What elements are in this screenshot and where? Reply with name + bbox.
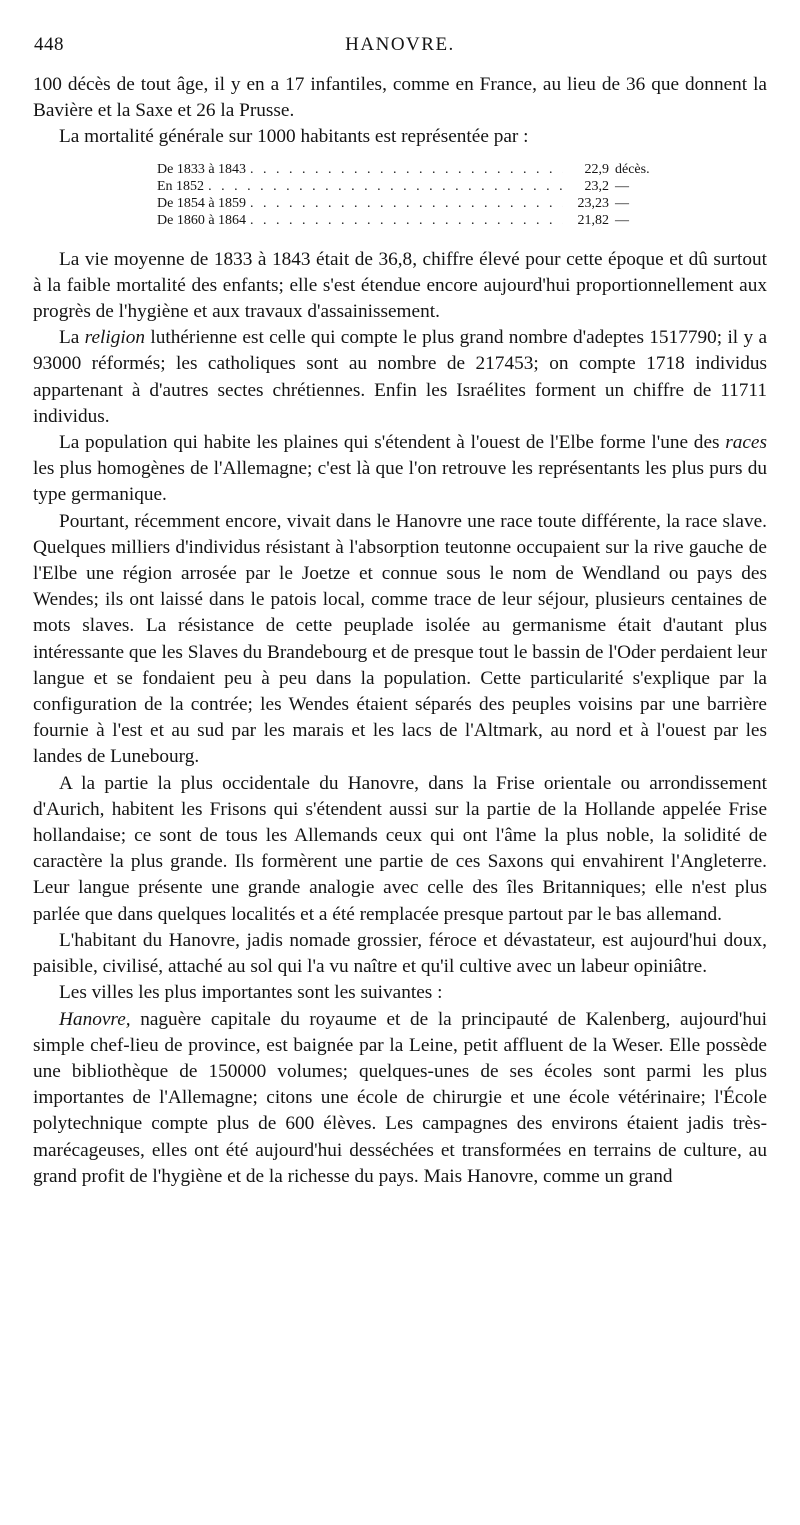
rate-unit: —	[615, 195, 629, 211]
period-label: De 1833 à 1843	[157, 161, 247, 177]
rate-unit: —	[615, 212, 629, 228]
period-label: En 1852	[157, 178, 205, 194]
rate-value: 23,23	[577, 195, 609, 211]
table-row	[157, 178, 677, 195]
paragraph-hanovre-city: Hanovre, naguère capitale du royaume et de la principauté de Kalenberg, aujourd'hui simple chef-lieu de province, est baignée par la Leine, petit affluent de la Weser. Elle possède une bibliothèque de 150000 volumes; quelques-unes de ses écoles sont parmi les plus importantes de l'Allemagne; citons une école de chirurgie et une école vétérinaire; l'École polytechnique compte plus de 600 élèves. Les campagnes des environs étaient jadis très-marécageuses, elles ont été aujourd'hui desséchées et transformées en terrains de culture, au grand profit de l'hygiène et de la richesse du pays. Mais Hanovre, comme un grand	[33, 1008, 767, 1187]
paragraph-life-expectancy: La vie moyenne de 1833 à 1843 était de 36,8, chiffre élevé pour cette époque et dû surtout à la faible mortalité des enfants; elle s'est étendue encore aujourd'hui proportionnellement aux progrès de l'hygiène et aux travaux d'assainissement.	[33, 248, 767, 323]
emphasis-hanovre: Hanovre,	[59, 1008, 131, 1030]
paragraph-frisians: A la partie la plus occidentale du Hanovre, dans la Frise orientale ou arrondissement d'Aurich, habitent les Frisons qui s'étendent aussi sur la partie de la Hollande appelée Frise hollandaise; ce sont de tous les Allemands ceux qui ont l'âme la plus noble, la solidité de caractère la plus grande. Ils formèrent une partie de ces Saxons qui envahirent l'Angleterre. Leur langue présente une grande analogie avec celle des îles Britanniques; elle n'est plus parlée que dans quelques localités et a été remplacée presque partout par le bas allemand.	[33, 772, 767, 925]
paragraph-cities-intro: Les villes les plus importantes sont les suivantes :	[59, 982, 443, 1004]
paragraph-inhabitant: L'habitant du Hanovre, jadis nomade grossier, féroce et dévastateur, est aujourd'hui doux, paisible, civilisé, attaché au sol qui l'a vu naître et qu'il cultive avec un labeur opiniâtre.	[33, 929, 767, 978]
table-row	[157, 161, 677, 178]
dot-leader	[246, 161, 563, 178]
paragraph-mortality-intro: La mortalité générale sur 1000 habitants est représentée par :	[59, 126, 529, 148]
paragraph-religion: La religion luthérienne est celle qui compte le plus grand nombre d'adeptes 1517790; il y a 93000 réformés; les catholiques sont au nombre de 217453; on compte 1718 individus appartenant à d'autres sectes chrétiennes. Enfin les Israélites forment un chiffre de 11711 individus.	[33, 327, 768, 427]
paragraph-slavs: Pourtant, récemment encore, vivait dans le Hanovre une race toute différente, la race slave. Quelques milliers d'individus résistant à l'absorption teutonne occupaient sur la rive gauche de l'Elbe une région arrosée par le Joetze et connue sous le nom de Wendland ou pays des Wendes; ils ont laissé dans le patois local, comme trace de leur séjour, plusieurs centaines de mots slaves. La résistance de cette peuplade isolée au germanisme était d'autant plus intéressante que les Slaves du Brandebourg et de presque tout le bassin de l'Oder perdaient leur langue et se fondaient peu à peu dans la population. Cette particularité s'explique par la configuration de la contrée; les Wendes étaient séparés des peuples voisins par une barrière fournie à l'est et au sud par les marais et les lacs de l'Altmark, au nord et à l'ouest par les landes de Lunebourg.	[33, 510, 767, 768]
paragraph-continuation: 100 décès de tout âge, il y en a 17 infantiles, comme en France, au lieu de 36 que donnent la Bavière et la Saxe et 26 la Prusse.	[33, 74, 767, 122]
table-row	[157, 212, 677, 229]
rate-value: 23,2	[584, 178, 609, 194]
rate-unit: décès.	[615, 161, 650, 177]
page-number: 448	[34, 34, 64, 55]
running-title: HANOVRE.	[345, 34, 455, 55]
paragraph-races: La population qui habite les plaines qui s'étendent à l'ouest de l'Elbe forme l'une des races les plus homogènes de l'Allemagne; c'est là que l'on retrouve les représentants les plus purs du type germanique.	[33, 432, 767, 506]
rate-value: 22,9	[584, 161, 609, 177]
emphasis-races: races	[725, 432, 767, 454]
body-text	[33, 72, 767, 1190]
mortality-table	[157, 161, 677, 229]
rate-value: 21,82	[577, 212, 609, 228]
period-label: De 1854 à 1859	[157, 195, 247, 211]
rate-unit: —	[615, 178, 629, 194]
dot-leader	[246, 212, 563, 229]
dot-leader	[246, 195, 563, 212]
page-header	[32, 34, 768, 58]
table-row	[157, 195, 677, 212]
dot-leader	[204, 178, 563, 195]
emphasis-religion: religion	[84, 327, 146, 349]
period-label: De 1860 à 1864	[157, 212, 247, 228]
